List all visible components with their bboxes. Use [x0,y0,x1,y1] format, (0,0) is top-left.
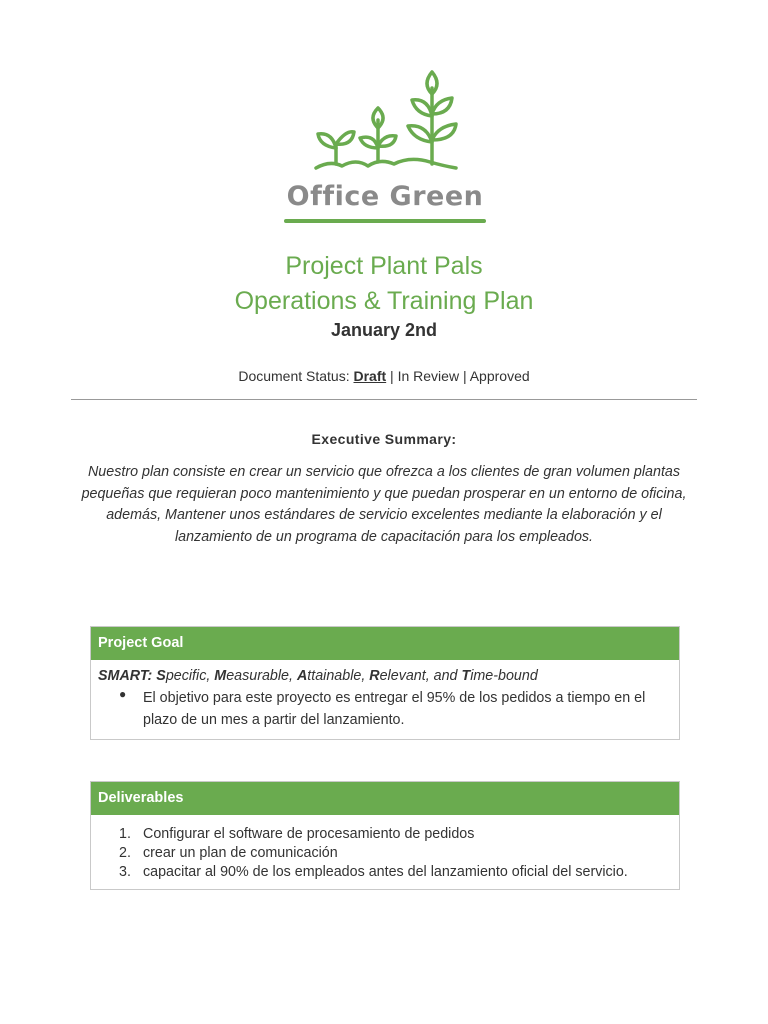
smart-letter: S [156,668,166,684]
smart-word: ttainable, [307,668,370,684]
plan-subtitle: Operations & Training Plan [234,287,534,315]
smart-word: easurable, [226,668,297,684]
list-item [119,844,628,863]
executive-summary-body: Nuestro plan consiste en crear un servicio que ofrezca a los clientes de gran volumen plantas pequeñas que requieran poco mantenimiento y que puedan prosperar en un entorno de oficina, además, Mantener unos estándares de servicio excelentes mediante la elaboración y el lanzamiento de un programa de capacitación para los empleados. [81,464,687,545]
list-item-text: Configurar el software de procesamiento de pedidos [143,826,475,842]
list-item [119,863,628,882]
smart-word: elevant, and [379,668,462,684]
smart-word: pecific, [165,668,215,684]
horizontal-rule [71,399,697,400]
smart-letter: A [296,668,308,684]
document-status [0,368,768,384]
goal-list-item: El objetivo para este proyecto es entregar el 95% de los pedidos a tiempo en el plazo de un mes a partir del lanzamiento. [143,690,646,728]
smart-letter: T [461,668,471,684]
smart-word: ime-bound [470,668,538,684]
status-approved[interactable]: Approved [469,368,530,384]
status-label: Document Status: [238,368,354,384]
list-item-text: crear un plan de comunicación [143,845,338,862]
list-number: 2. [119,845,131,862]
project-title: Project Plant Pals [285,252,483,280]
smart-criteria [98,668,538,684]
plants-icon [280,68,490,178]
status-separator: | [459,368,470,384]
status-separator: | [386,368,398,384]
smart-letter: R [369,668,380,684]
deliverables-list [119,825,628,883]
smart-letter: M [214,668,227,684]
logo-underline [284,219,486,223]
status-draft[interactable]: Draft [353,368,387,384]
project-goal-panel [90,626,680,740]
document-date: January 2nd [330,320,438,340]
executive-summary-heading: Executive Summary: [311,431,457,447]
status-in-review[interactable]: In Review [397,368,460,384]
smart-label: SMART: [98,668,153,684]
list-item-text: capacitar al 90% de los empleados antes del lanzamiento oficial del servicio. [143,864,628,881]
office-green-logo [280,68,490,228]
list-number: 1. [119,826,131,842]
bullet-icon: ● [119,687,127,701]
list-item [119,825,628,844]
list-number: 3. [119,864,131,881]
project-goal-header: Project Goal [91,627,679,660]
deliverables-header: Deliverables [91,782,679,815]
logo-wordmark: Office Green [286,181,484,212]
deliverables-panel [90,781,680,890]
